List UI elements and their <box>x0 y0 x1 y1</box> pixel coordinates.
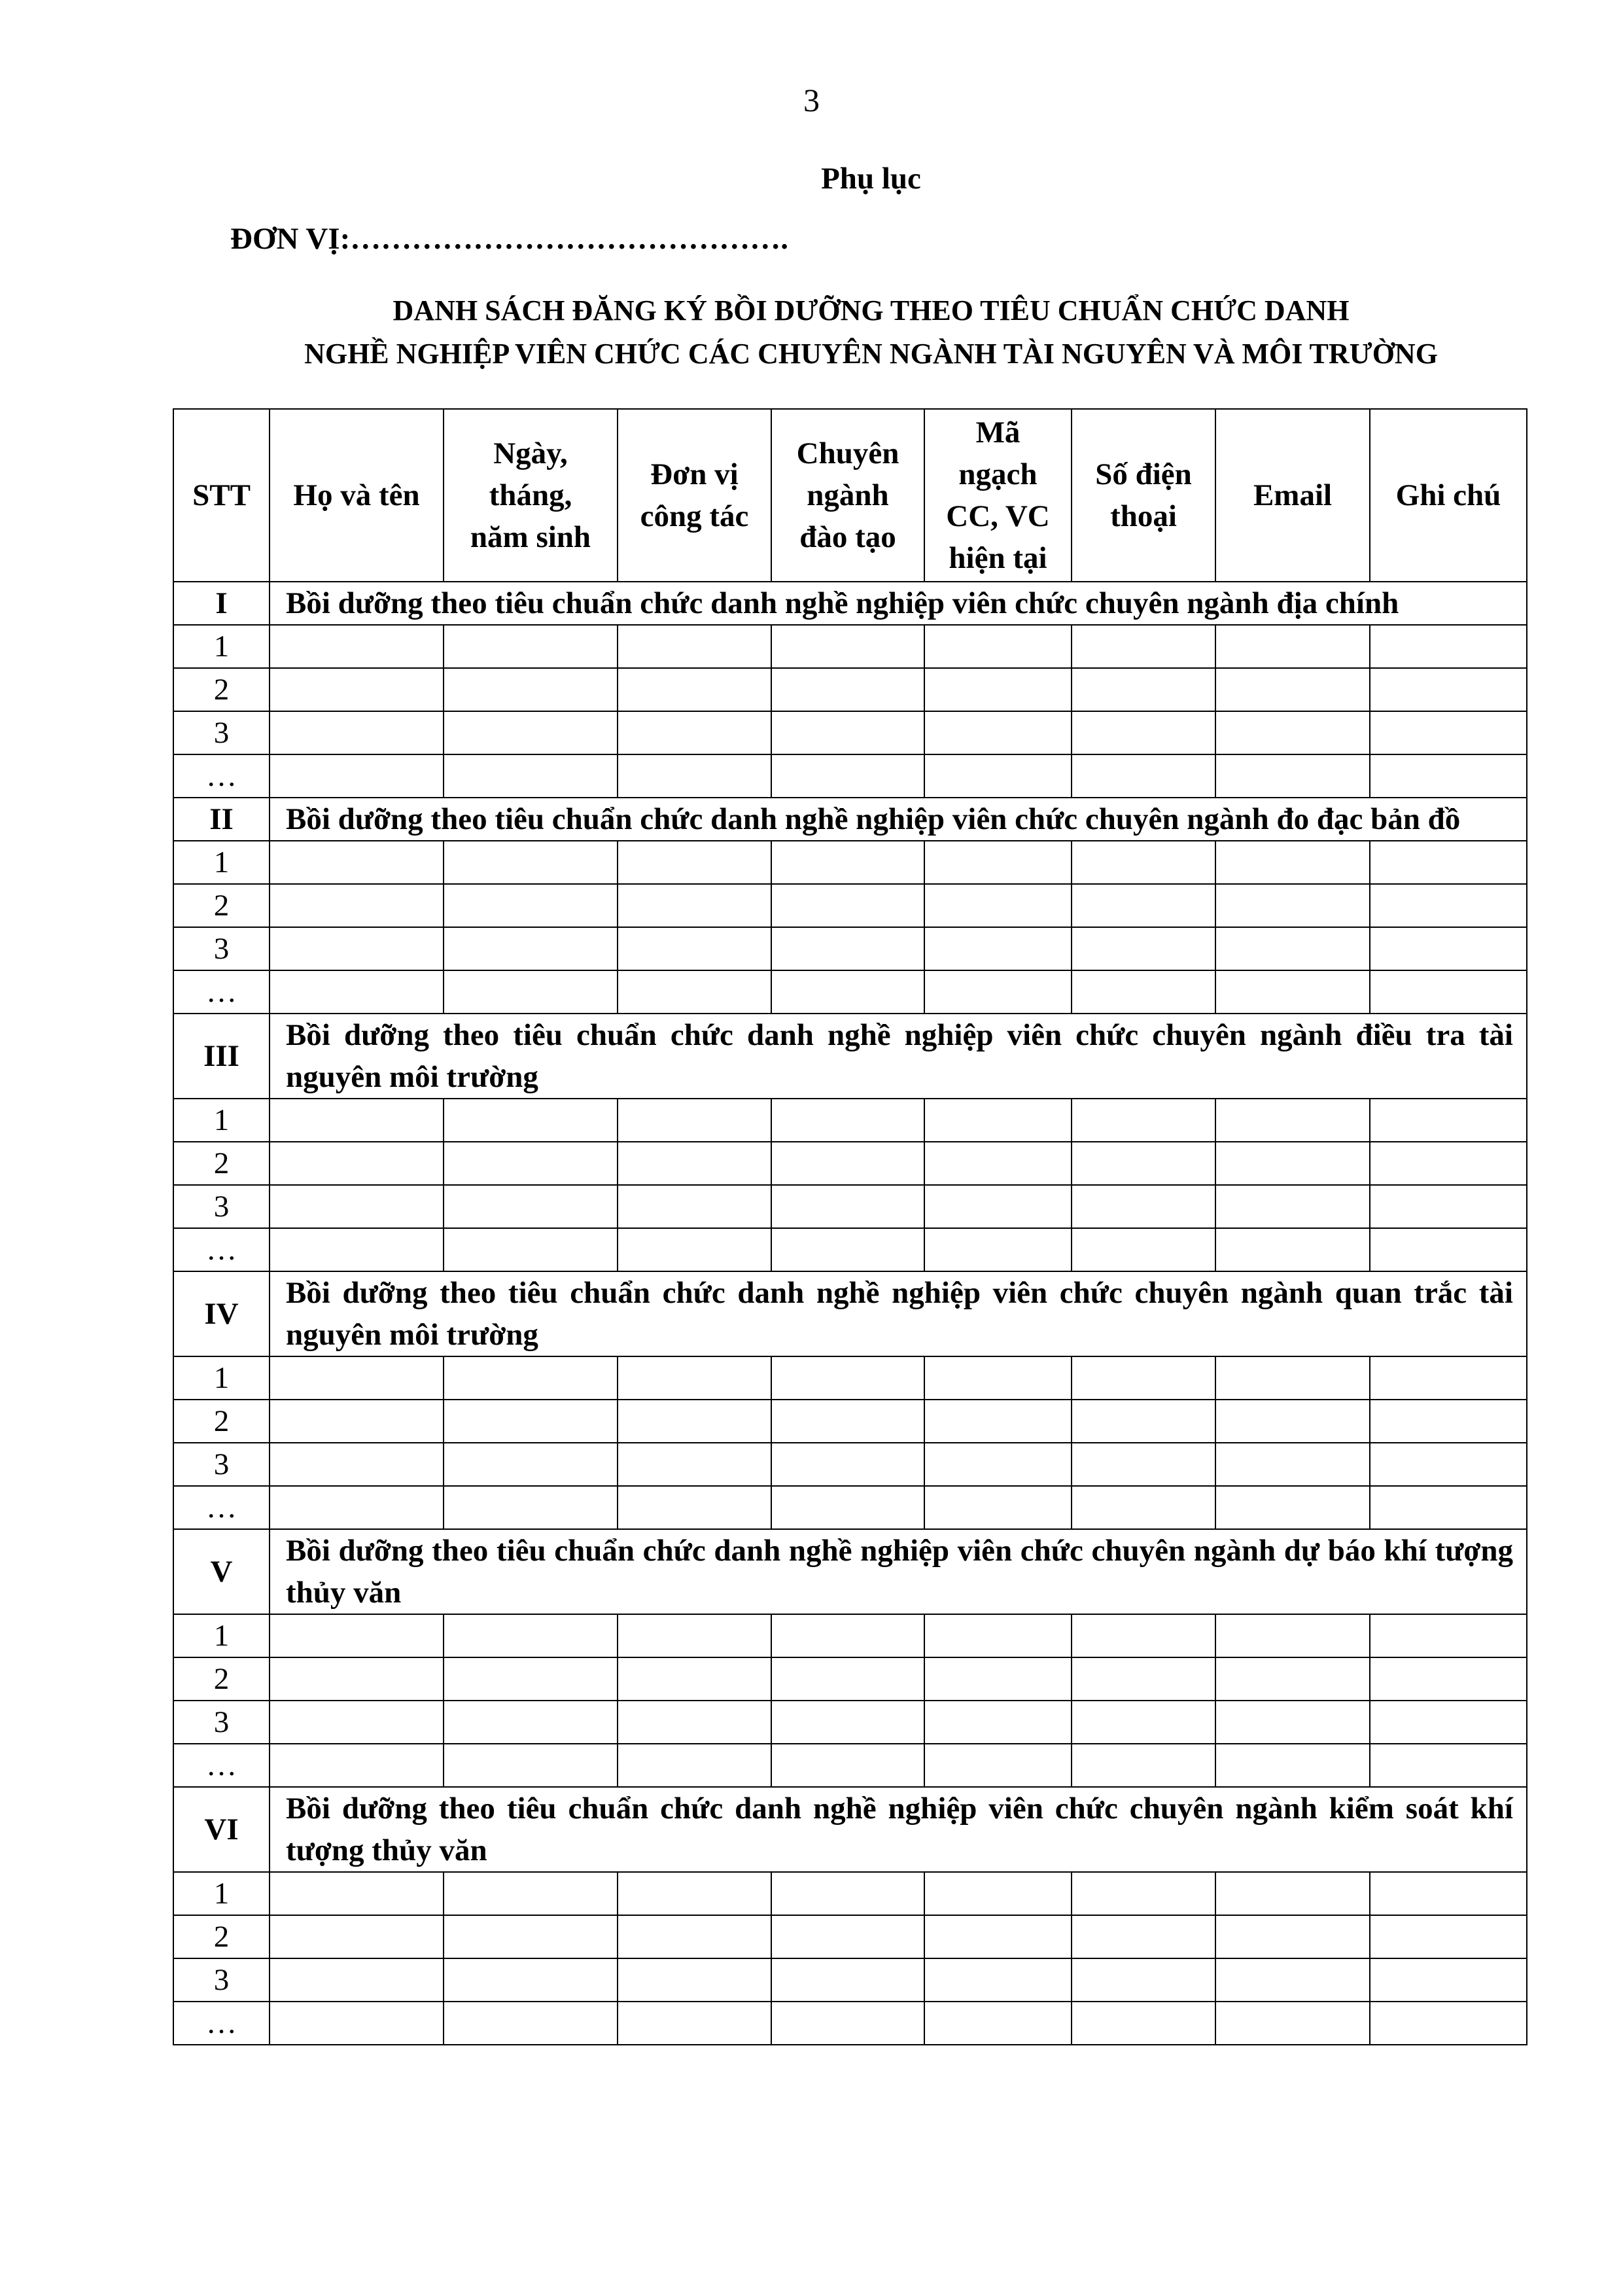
table-cell[interactable] <box>618 754 771 798</box>
table-row <box>173 2002 1527 2045</box>
table-cell[interactable] <box>1215 970 1370 1014</box>
table-body <box>173 582 1527 2045</box>
table-row <box>173 1486 1527 1529</box>
table-cell[interactable] <box>444 1356 618 1400</box>
table-cell[interactable] <box>270 668 444 711</box>
table-cell[interactable] <box>618 1701 771 1744</box>
table-cell[interactable] <box>1072 1400 1215 1443</box>
table-cell[interactable] <box>1370 1614 1527 1657</box>
row-number: 1 <box>173 1356 270 1400</box>
table-cell[interactable] <box>270 1228 444 1271</box>
table-cell[interactable] <box>924 841 1072 884</box>
table-row <box>173 625 1527 668</box>
table-cell[interactable] <box>1215 1701 1370 1744</box>
table-cell[interactable] <box>1370 1915 1527 1958</box>
table-cell[interactable] <box>270 1744 444 1787</box>
table-cell[interactable] <box>771 970 924 1014</box>
table-cell[interactable] <box>771 1443 924 1486</box>
column-header <box>924 409 1072 582</box>
appendix-title: Phụ lục <box>821 162 921 196</box>
column-header <box>1370 409 1527 582</box>
table-cell[interactable] <box>1072 2002 1215 2045</box>
group-title: Bồi dưỡng theo tiêu chuẩn chức danh nghề nghiệp viên chức chuyên ngành kiểm soát khí tượng thủy văn <box>270 1787 1527 1872</box>
table-cell[interactable] <box>618 1142 771 1185</box>
table-cell[interactable] <box>444 625 618 668</box>
table-cell[interactable] <box>618 1443 771 1486</box>
column-header-line: Chuyên <box>796 436 899 470</box>
table-cell[interactable] <box>771 1400 924 1443</box>
table-cell[interactable] <box>771 1872 924 1915</box>
table-cell[interactable] <box>771 884 924 927</box>
table-cell[interactable] <box>618 668 771 711</box>
row-number: 3 <box>173 1443 270 1486</box>
table-cell[interactable] <box>444 1614 618 1657</box>
table-cell[interactable] <box>771 841 924 884</box>
table-cell[interactable] <box>618 1872 771 1915</box>
table-cell[interactable] <box>1370 1958 1527 2002</box>
table-cell[interactable] <box>618 1958 771 2002</box>
table-cell[interactable] <box>924 1185 1072 1228</box>
group-index: III <box>173 1014 270 1099</box>
group-title: Bồi dưỡng theo tiêu chuẩn chức danh nghề nghiệp viên chức chuyên ngành địa chính <box>270 582 1527 625</box>
table-cell[interactable] <box>270 884 444 927</box>
table-cell[interactable] <box>771 1657 924 1701</box>
table-cell[interactable] <box>1370 1657 1527 1701</box>
table-cell[interactable] <box>618 927 771 970</box>
table-cell[interactable] <box>270 1915 444 1958</box>
table-cell[interactable] <box>270 1400 444 1443</box>
table-cell[interactable] <box>270 625 444 668</box>
table-cell[interactable] <box>771 625 924 668</box>
table-cell[interactable] <box>1215 841 1370 884</box>
table-cell[interactable] <box>618 1744 771 1787</box>
column-header <box>1215 409 1370 582</box>
table-cell[interactable] <box>1072 1614 1215 1657</box>
table-cell[interactable] <box>270 1701 444 1744</box>
row-number: 1 <box>173 1872 270 1915</box>
table-cell[interactable] <box>270 1872 444 1915</box>
group-row <box>173 582 1527 625</box>
table-cell[interactable] <box>618 1185 771 1228</box>
group-title: Bồi dưỡng theo tiêu chuẩn chức danh nghề nghiệp viên chức chuyên ngành điều tra tài nguyên môi trường <box>270 1014 1527 1099</box>
table-cell[interactable] <box>618 1915 771 1958</box>
table-cell[interactable] <box>1072 1185 1215 1228</box>
row-number: 1 <box>173 625 270 668</box>
table-row <box>173 1443 1527 1486</box>
table-cell[interactable] <box>771 711 924 754</box>
registration-table <box>173 408 1527 2045</box>
column-header-line: Họ và tên <box>293 478 420 512</box>
table-cell[interactable] <box>270 711 444 754</box>
table-cell[interactable] <box>771 1142 924 1185</box>
table-cell[interactable] <box>270 1356 444 1400</box>
table-cell[interactable] <box>444 1185 618 1228</box>
table-cell[interactable] <box>444 884 618 927</box>
table-cell[interactable] <box>1370 711 1527 754</box>
table-cell[interactable] <box>924 1614 1072 1657</box>
table-row <box>173 1915 1527 1958</box>
table-cell[interactable] <box>1215 625 1370 668</box>
table-cell[interactable] <box>1215 1915 1370 1958</box>
table-cell[interactable] <box>1215 884 1370 927</box>
table-cell[interactable] <box>1215 1872 1370 1915</box>
row-number: … <box>173 2002 270 2045</box>
table-cell[interactable] <box>444 1142 618 1185</box>
table-cell[interactable] <box>1072 1657 1215 1701</box>
table-cell[interactable] <box>270 1099 444 1142</box>
table-cell[interactable] <box>618 1486 771 1529</box>
table-cell[interactable] <box>444 1701 618 1744</box>
table-cell[interactable] <box>1072 1142 1215 1185</box>
table-cell[interactable] <box>1072 1701 1215 1744</box>
column-header <box>1072 409 1215 582</box>
column-header-line: tháng, <box>489 478 572 512</box>
table-cell[interactable] <box>270 2002 444 2045</box>
table-cell[interactable] <box>1072 884 1215 927</box>
table-cell[interactable] <box>1072 970 1215 1014</box>
table-row <box>173 1744 1527 1787</box>
column-header <box>618 409 771 582</box>
table-cell[interactable] <box>1370 1142 1527 1185</box>
table-cell[interactable] <box>444 1744 618 1787</box>
table-cell[interactable] <box>924 1486 1072 1529</box>
table-cell[interactable] <box>270 1614 444 1657</box>
table-row <box>173 1099 1527 1142</box>
table-cell[interactable] <box>444 1099 618 1142</box>
table-cell[interactable] <box>924 927 1072 970</box>
table-cell[interactable] <box>924 1142 1072 1185</box>
table-cell[interactable] <box>924 1872 1072 1915</box>
row-number: … <box>173 1228 270 1271</box>
table-cell[interactable] <box>444 1400 618 1443</box>
table-cell[interactable] <box>618 1657 771 1701</box>
table-row <box>173 927 1527 970</box>
table-cell[interactable] <box>771 1099 924 1142</box>
table-cell[interactable] <box>924 754 1072 798</box>
table-cell[interactable] <box>1215 2002 1370 2045</box>
table-cell[interactable] <box>924 625 1072 668</box>
table-cell[interactable] <box>924 1099 1072 1142</box>
table-cell[interactable] <box>618 884 771 927</box>
table-row <box>173 1185 1527 1228</box>
group-row <box>173 1014 1527 1099</box>
table-cell[interactable] <box>444 1657 618 1701</box>
column-header <box>270 409 444 582</box>
row-number: 3 <box>173 1701 270 1744</box>
table-row <box>173 1228 1527 1271</box>
column-header-line: Mã <box>975 415 1021 450</box>
table-cell[interactable] <box>771 1915 924 1958</box>
table-cell[interactable] <box>924 711 1072 754</box>
table-row <box>173 711 1527 754</box>
table-cell[interactable] <box>1215 711 1370 754</box>
group-index: II <box>173 798 270 841</box>
table-row <box>173 1872 1527 1915</box>
table-cell[interactable] <box>1370 1701 1527 1744</box>
table-cell[interactable] <box>618 1614 771 1657</box>
table-cell[interactable] <box>270 970 444 1014</box>
table-cell[interactable] <box>1215 1958 1370 2002</box>
group-index: IV <box>173 1271 270 1356</box>
table-cell[interactable] <box>270 1443 444 1486</box>
row-number: 3 <box>173 1958 270 2002</box>
column-header-line: ngạch <box>958 457 1038 491</box>
table-cell[interactable] <box>1072 1958 1215 2002</box>
row-number: 2 <box>173 668 270 711</box>
table-row <box>173 1701 1527 1744</box>
table-cell[interactable] <box>444 754 618 798</box>
table-cell[interactable] <box>1215 1614 1370 1657</box>
table-cell[interactable] <box>924 1443 1072 1486</box>
row-number: 3 <box>173 1185 270 1228</box>
table-cell[interactable] <box>444 927 618 970</box>
table-cell[interactable] <box>444 668 618 711</box>
table-cell[interactable] <box>1370 1486 1527 1529</box>
table-cell[interactable] <box>1215 1356 1370 1400</box>
table-cell[interactable] <box>1370 668 1527 711</box>
table-cell[interactable] <box>270 1486 444 1529</box>
row-number: 1 <box>173 841 270 884</box>
table-row <box>173 1400 1527 1443</box>
table-cell[interactable] <box>924 1356 1072 1400</box>
table-cell[interactable] <box>444 2002 618 2045</box>
table-cell[interactable] <box>1370 1872 1527 1915</box>
row-number: 3 <box>173 711 270 754</box>
table-cell[interactable] <box>618 625 771 668</box>
column-header-line: công tác <box>640 499 749 533</box>
table-row <box>173 754 1527 798</box>
table-cell[interactable] <box>1215 1744 1370 1787</box>
table-cell[interactable] <box>1370 1356 1527 1400</box>
row-number: 3 <box>173 927 270 970</box>
table-cell[interactable] <box>618 1099 771 1142</box>
table-cell[interactable] <box>1370 2002 1527 2045</box>
table-cell[interactable] <box>771 754 924 798</box>
table-cell[interactable] <box>1072 1443 1215 1486</box>
table-cell[interactable] <box>270 841 444 884</box>
group-row <box>173 798 1527 841</box>
table-cell[interactable] <box>1072 841 1215 884</box>
table-cell[interactable] <box>270 754 444 798</box>
table-cell[interactable] <box>444 1486 618 1529</box>
table-cell[interactable] <box>618 841 771 884</box>
table-row <box>173 841 1527 884</box>
table-cell[interactable] <box>1072 1744 1215 1787</box>
row-number: 1 <box>173 1614 270 1657</box>
column-header-line: STT <box>192 478 251 512</box>
group-title: Bồi dưỡng theo tiêu chuẩn chức danh nghề nghiệp viên chức chuyên ngành dự báo khí tượng thủy văn <box>270 1529 1527 1614</box>
table-cell[interactable] <box>270 1657 444 1701</box>
table-cell[interactable] <box>771 668 924 711</box>
table-cell[interactable] <box>1215 1099 1370 1142</box>
table-cell[interactable] <box>618 2002 771 2045</box>
table-cell[interactable] <box>771 927 924 970</box>
column-header-line: Ngày, <box>493 436 568 470</box>
column-header-line: đào tạo <box>799 520 896 554</box>
column-header-line: Email <box>1253 478 1333 512</box>
table-cell[interactable] <box>270 1142 444 1185</box>
document-title-line-2: NGHỀ NGHIỆP VIÊN CHỨC CÁC CHUYÊN NGÀNH TÀI NGUYÊN VÀ MÔI TRƯỜNG <box>304 338 1438 370</box>
table-cell[interactable] <box>1072 625 1215 668</box>
column-header <box>444 409 618 582</box>
table-cell[interactable] <box>270 927 444 970</box>
column-header <box>173 409 270 582</box>
row-number: 2 <box>173 1400 270 1443</box>
table-cell[interactable] <box>771 1744 924 1787</box>
table-cell[interactable] <box>1370 625 1527 668</box>
table-cell[interactable] <box>1072 668 1215 711</box>
table-cell[interactable] <box>444 711 618 754</box>
table-cell[interactable] <box>1072 1099 1215 1142</box>
row-number: … <box>173 970 270 1014</box>
column-header-line: Đơn vị <box>650 457 739 491</box>
table-cell[interactable] <box>1072 927 1215 970</box>
column-header-line: hiện tại <box>949 541 1047 575</box>
table-cell[interactable] <box>1370 1744 1527 1787</box>
table-cell[interactable] <box>924 1744 1072 1787</box>
table-cell[interactable] <box>1215 754 1370 798</box>
table-cell[interactable] <box>1215 1400 1370 1443</box>
table-cell[interactable] <box>1370 1443 1527 1486</box>
unit-line: ĐƠN VỊ:……………………………………. <box>230 222 788 256</box>
table-row <box>173 884 1527 927</box>
row-number: 1 <box>173 1099 270 1142</box>
table-cell[interactable] <box>771 1228 924 1271</box>
table-cell[interactable] <box>924 1958 1072 2002</box>
table-cell[interactable] <box>1072 1915 1215 1958</box>
table-row <box>173 1142 1527 1185</box>
group-row <box>173 1787 1527 1872</box>
table-cell[interactable] <box>1215 1486 1370 1529</box>
table-cell[interactable] <box>1215 1657 1370 1701</box>
column-header <box>771 409 924 582</box>
document-title <box>0 289 1623 376</box>
column-header-line: ngành <box>807 478 889 512</box>
table-cell[interactable] <box>924 1657 1072 1701</box>
table-cell[interactable] <box>1370 754 1527 798</box>
table-cell[interactable] <box>444 1958 618 2002</box>
row-number: … <box>173 1744 270 1787</box>
table-cell[interactable] <box>618 970 771 1014</box>
group-row <box>173 1271 1527 1356</box>
row-number: 2 <box>173 884 270 927</box>
table-cell[interactable] <box>924 1701 1072 1744</box>
group-row <box>173 1529 1527 1614</box>
table-cell[interactable] <box>618 711 771 754</box>
row-number: 2 <box>173 1657 270 1701</box>
table-header-row <box>173 409 1527 582</box>
column-header-line: Ghi chú <box>1395 478 1501 512</box>
table-cell[interactable] <box>924 1915 1072 1958</box>
column-header-line: năm sinh <box>470 520 591 554</box>
table-cell[interactable] <box>618 1356 771 1400</box>
table-row <box>173 1657 1527 1701</box>
table-cell[interactable] <box>1072 1228 1215 1271</box>
table-cell[interactable] <box>1370 1099 1527 1142</box>
table-cell[interactable] <box>1370 1185 1527 1228</box>
table-cell[interactable] <box>1072 1486 1215 1529</box>
table-cell[interactable] <box>1072 754 1215 798</box>
table-cell[interactable] <box>1215 668 1370 711</box>
table-row <box>173 970 1527 1014</box>
table-cell[interactable] <box>771 1356 924 1400</box>
table-cell[interactable] <box>924 1228 1072 1271</box>
table-cell[interactable] <box>924 970 1072 1014</box>
table-cell[interactable] <box>1215 1228 1370 1271</box>
table-cell[interactable] <box>444 1915 618 1958</box>
table-cell[interactable] <box>444 970 618 1014</box>
page-number: 3 <box>803 82 820 118</box>
group-index: I <box>173 582 270 625</box>
table-row <box>173 1356 1527 1400</box>
group-title: Bồi dưỡng theo tiêu chuẩn chức danh nghề nghiệp viên chức chuyên ngành đo đạc bản đồ <box>270 798 1527 841</box>
table-cell[interactable] <box>924 668 1072 711</box>
row-number: 2 <box>173 1142 270 1185</box>
table-cell[interactable] <box>618 1400 771 1443</box>
table-cell[interactable] <box>771 2002 924 2045</box>
group-title: Bồi dưỡng theo tiêu chuẩn chức danh nghề nghiệp viên chức chuyên ngành quan trắc tài nguyên môi trường <box>270 1271 1527 1356</box>
table-cell[interactable] <box>1072 711 1215 754</box>
table-cell[interactable] <box>1215 1142 1370 1185</box>
document-title-line-1: DANH SÁCH ĐĂNG KÝ BỒI DƯỠNG THEO TIÊU CHUẨN CHỨC DANH <box>393 294 1350 327</box>
row-number: … <box>173 754 270 798</box>
table-cell[interactable] <box>771 1614 924 1657</box>
table-cell[interactable] <box>618 1228 771 1271</box>
table-cell[interactable] <box>1072 1872 1215 1915</box>
column-header-line: thoại <box>1110 499 1177 533</box>
table-cell[interactable] <box>924 2002 1072 2045</box>
table-cell[interactable] <box>771 1185 924 1228</box>
table-cell[interactable] <box>1072 1356 1215 1400</box>
table-cell[interactable] <box>771 1486 924 1529</box>
table-cell[interactable] <box>1370 1400 1527 1443</box>
column-header-line: Số điện <box>1095 457 1192 491</box>
table-cell[interactable] <box>444 1228 618 1271</box>
table-cell[interactable] <box>1215 927 1370 970</box>
row-number: … <box>173 1486 270 1529</box>
table-cell[interactable] <box>444 1872 618 1915</box>
group-index: VI <box>173 1787 270 1872</box>
table-cell[interactable] <box>1370 841 1527 884</box>
table-cell[interactable] <box>1215 1443 1370 1486</box>
table-cell[interactable] <box>1215 1185 1370 1228</box>
table-cell[interactable] <box>270 1958 444 2002</box>
table-cell[interactable] <box>1370 927 1527 970</box>
table-row <box>173 668 1527 711</box>
table-cell[interactable] <box>771 1958 924 2002</box>
table-cell[interactable] <box>1370 884 1527 927</box>
table-row <box>173 1614 1527 1657</box>
table-cell[interactable] <box>1370 1228 1527 1271</box>
group-index: V <box>173 1529 270 1614</box>
table-cell[interactable] <box>444 841 618 884</box>
table-cell[interactable] <box>444 1443 618 1486</box>
table-cell[interactable] <box>924 1400 1072 1443</box>
column-header-line: CC, VC <box>946 499 1050 533</box>
table-cell[interactable] <box>270 1185 444 1228</box>
row-number: 2 <box>173 1915 270 1958</box>
table-cell[interactable] <box>771 1701 924 1744</box>
table-row <box>173 1958 1527 2002</box>
table-cell[interactable] <box>1370 970 1527 1014</box>
table-cell[interactable] <box>924 884 1072 927</box>
